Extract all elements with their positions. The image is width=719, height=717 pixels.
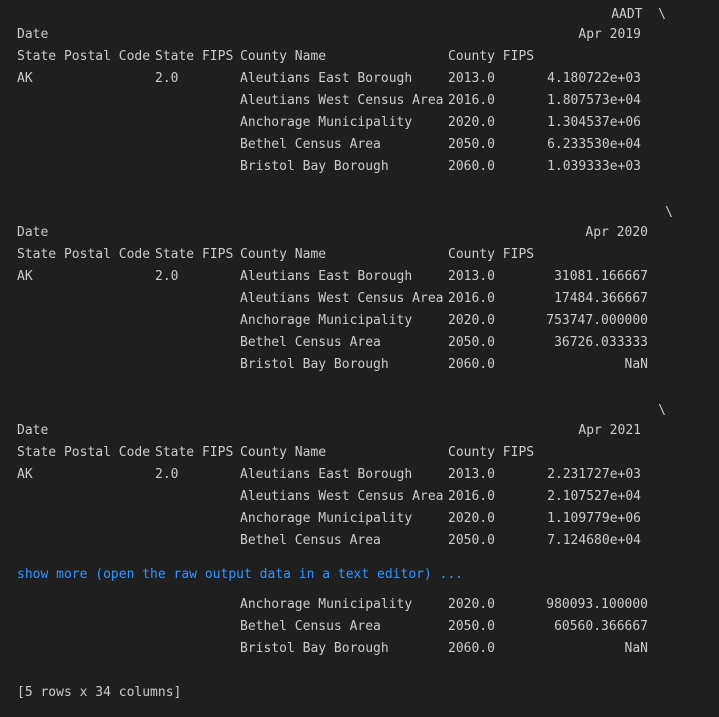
index-col-state-fips: State FIPS — [155, 49, 234, 64]
dataframe-shape-summary: [5 rows x 34 columns] — [17, 685, 182, 700]
county-fips: 2016.0 — [448, 489, 495, 504]
county-name: Anchorage Municipality — [240, 511, 413, 526]
county-fips: 2013.0 — [448, 467, 495, 482]
county-name: Bethel Census Area — [240, 137, 381, 152]
state-fips-value: 2.0 — [155, 467, 179, 482]
aadt-value: 1.109779e+06 — [547, 511, 641, 526]
column-date-header: Apr 2020 — [585, 225, 648, 240]
index-label-date: Date — [17, 423, 49, 438]
index-col-county-fips: County FIPS — [448, 49, 535, 64]
county-name: Aleutians West Census Area — [240, 291, 444, 306]
line-continuation-marker: \ — [658, 403, 666, 418]
index-col-county-name: County Name — [240, 445, 327, 460]
show-more-link[interactable]: show more (open the raw output data in a text editor) ... — [17, 567, 464, 582]
index-col-state-fips: State FIPS — [155, 445, 234, 460]
aadt-value: 1.807573e+04 — [547, 93, 641, 108]
county-name: Aleutians East Borough — [240, 269, 413, 284]
county-name: Aleutians West Census Area — [240, 93, 444, 108]
aadt-value: 2.107527e+04 — [547, 489, 641, 504]
index-label-date: Date — [17, 27, 49, 42]
index-col-county-name: County Name — [240, 49, 327, 64]
aadt-value: NaN — [624, 641, 648, 656]
state-postal-value: AK — [17, 467, 33, 482]
aadt-value: 60560.366667 — [554, 619, 648, 634]
column-date-header: Apr 2019 — [578, 27, 641, 42]
county-name: Anchorage Municipality — [240, 597, 413, 612]
line-continuation-marker: \ — [665, 205, 673, 220]
index-col-state-postal: State Postal Code — [17, 445, 151, 460]
aadt-value: 17484.366667 — [554, 291, 648, 306]
aadt-value: 7.124680e+04 — [547, 533, 641, 548]
county-fips: 2020.0 — [448, 511, 495, 526]
county-fips: 2013.0 — [448, 71, 495, 86]
county-name: Bethel Census Area — [240, 533, 381, 548]
county-name: Aleutians East Borough — [240, 71, 413, 86]
aadt-value: 1.039333e+03 — [547, 159, 641, 174]
county-fips: 2060.0 — [448, 159, 495, 174]
county-name: Anchorage Municipality — [240, 313, 413, 328]
county-fips: 2050.0 — [448, 533, 495, 548]
county-name: Aleutians East Borough — [240, 467, 413, 482]
county-fips: 2016.0 — [448, 93, 495, 108]
aadt-value: 6.233530e+04 — [547, 137, 641, 152]
state-postal-value: AK — [17, 71, 33, 86]
county-name: Aleutians West Census Area — [240, 489, 444, 504]
aadt-value: 980093.100000 — [546, 597, 648, 612]
county-fips: 2013.0 — [448, 269, 495, 284]
index-col-county-fips: County FIPS — [448, 445, 535, 460]
county-name: Bristol Bay Borough — [240, 159, 389, 174]
index-col-state-fips: State FIPS — [155, 247, 234, 262]
aadt-value: 753747.000000 — [546, 313, 648, 328]
county-name: Bethel Census Area — [240, 619, 381, 634]
county-name: Bristol Bay Borough — [240, 641, 389, 656]
column-label-aadt: AADT \ — [611, 7, 666, 22]
aadt-value: 31081.166667 — [554, 269, 648, 284]
aadt-value: 36726.033333 — [554, 335, 648, 350]
county-fips: 2050.0 — [448, 619, 495, 634]
county-fips: 2060.0 — [448, 641, 495, 656]
county-fips: 2020.0 — [448, 597, 495, 612]
state-fips-value: 2.0 — [155, 71, 179, 86]
county-fips: 2060.0 — [448, 357, 495, 372]
index-col-state-postal: State Postal Code — [17, 49, 151, 64]
index-label-date: Date — [17, 225, 49, 240]
aadt-value: 1.304537e+06 — [547, 115, 641, 130]
county-name: Bristol Bay Borough — [240, 357, 389, 372]
index-col-state-postal: State Postal Code — [17, 247, 151, 262]
aadt-value: NaN — [624, 357, 648, 372]
county-fips: 2050.0 — [448, 137, 495, 152]
county-name: Bethel Census Area — [240, 335, 381, 350]
index-col-county-name: County Name — [240, 247, 327, 262]
state-fips-value: 2.0 — [155, 269, 179, 284]
county-fips: 2020.0 — [448, 115, 495, 130]
county-fips: 2020.0 — [448, 313, 495, 328]
county-fips: 2016.0 — [448, 291, 495, 306]
column-date-header: Apr 2021 — [578, 423, 641, 438]
aadt-value: 4.180722e+03 — [547, 71, 641, 86]
county-fips: 2050.0 — [448, 335, 495, 350]
county-name: Anchorage Municipality — [240, 115, 413, 130]
index-col-county-fips: County FIPS — [448, 247, 535, 262]
aadt-value: 2.231727e+03 — [547, 467, 641, 482]
state-postal-value: AK — [17, 269, 33, 284]
